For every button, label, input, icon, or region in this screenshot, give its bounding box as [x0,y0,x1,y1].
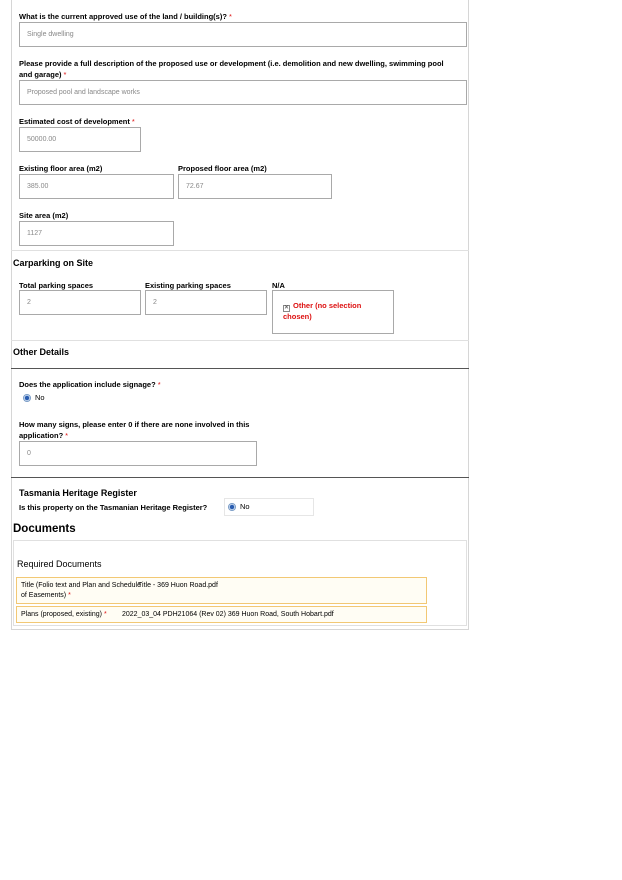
divider [11,340,469,341]
heritage-question: Is this property on the Tasmanian Heritage Register? [19,503,208,512]
heritage-title: Tasmania Heritage Register [19,488,137,498]
document-file-link[interactable]: Title - 369 Huon Road.pdf [138,582,218,589]
carparking-title: Carparking on Site [13,258,94,268]
signage-no-option[interactable] [23,393,45,402]
land-use-input[interactable]: Single dwelling [19,22,467,47]
other-details-title: Other Details [13,347,70,357]
signage-question: Does the application include signage? * [19,380,161,389]
signs-count-input[interactable]: 0 [19,441,257,466]
na-label: N/A [272,281,285,290]
site-area-input[interactable]: 1127 [19,221,174,246]
documents-title: Documents [13,523,76,535]
na-selection-text: ✕ Other (no selection chosen) [283,301,362,321]
cost-label: Estimated cost of development * [19,117,135,126]
site-area-label: Site area (m2) [19,211,69,220]
total-parking-input[interactable]: 2 [19,290,141,315]
required-marker: * [103,611,107,618]
document-label: Title (Folio text and Plan and Schedule of Easements) * [21,582,141,599]
required-marker: * [68,592,71,599]
heritage-no-label: No [240,502,250,511]
required-marker: * [228,12,232,21]
existing-floor-input[interactable]: 385.00 [19,174,174,199]
required-documents-subtitle: Required Documents [17,559,102,569]
description-question: Please provide a full description of the proposed use or development (i.e. demolition and new dwelling, swimming pool and garage) * [19,59,444,79]
cost-input[interactable]: 50000.00 [19,127,141,152]
document-row[interactable] [16,606,427,623]
proposed-floor-input[interactable]: 72.67 [178,174,332,199]
required-marker: * [157,380,161,389]
radio-selected-icon[interactable] [228,503,236,511]
proposed-floor-label: Proposed floor area (m2) [178,164,267,173]
document-row[interactable] [16,577,427,604]
existing-floor-label: Existing floor area (m2) [19,164,103,173]
section-divider [11,477,469,478]
heritage-no-option[interactable] [228,502,250,511]
na-selection-box[interactable] [272,290,394,334]
document-label: Plans (proposed, existing) * [21,611,107,618]
radio-selected-icon[interactable] [23,394,31,402]
total-parking-label: Total parking spaces [19,281,94,290]
divider [11,250,469,251]
required-marker: * [131,117,135,126]
unchecked-box-icon[interactable]: ✕ [284,305,290,311]
existing-parking-label: Existing parking spaces [145,281,231,290]
required-marker: * [65,430,69,440]
description-input[interactable]: Proposed pool and landscape works [19,80,467,105]
section-divider [11,368,469,369]
land-use-question: What is the current approved use of the land / building(s)? * [19,12,232,21]
existing-parking-input[interactable]: 2 [145,290,267,315]
required-marker: * [63,69,67,79]
signs-count-question: How many signs, please enter 0 if there are none involved in this application? * [19,420,250,440]
document-file-link[interactable]: 2022_03_04 PDH21064 (Rev 02) 369 Huon Road, South Hobart.pdf [122,611,334,618]
signage-no-label: No [35,393,45,402]
